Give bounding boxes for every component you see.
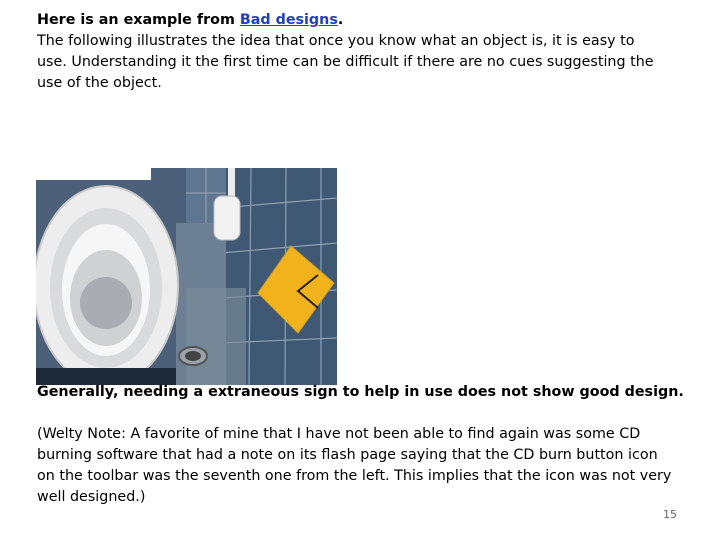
intro-prefix: Here is an example from: [37, 12, 240, 28]
toilet-photo: [36, 168, 337, 385]
welty-note: (Welty Note: A favorite of mine that I have not been able to find again was some CD burning software that had a note on its flash page saying that the CD burn button icon on the toolbar was the seventh one from the left. This implies that the icon was not very well designed.): [37, 426, 672, 505]
page-number: 15: [663, 508, 677, 521]
bad-designs-link[interactable]: Bad designs: [239, 12, 338, 28]
intro-suffix: .: [337, 12, 344, 28]
intro-body: The following illustrates the idea that once you know what an object is, it is easy to use. Understanding it the first time can be difficult if there are no cues suggesting the use of the object.: [37, 33, 654, 91]
intro-heading-line: [37, 10, 667, 31]
photo-caption: Generally, needing a extraneous sign to help in use does not show good design.: [37, 384, 684, 400]
intro-paragraph: [37, 10, 667, 94]
